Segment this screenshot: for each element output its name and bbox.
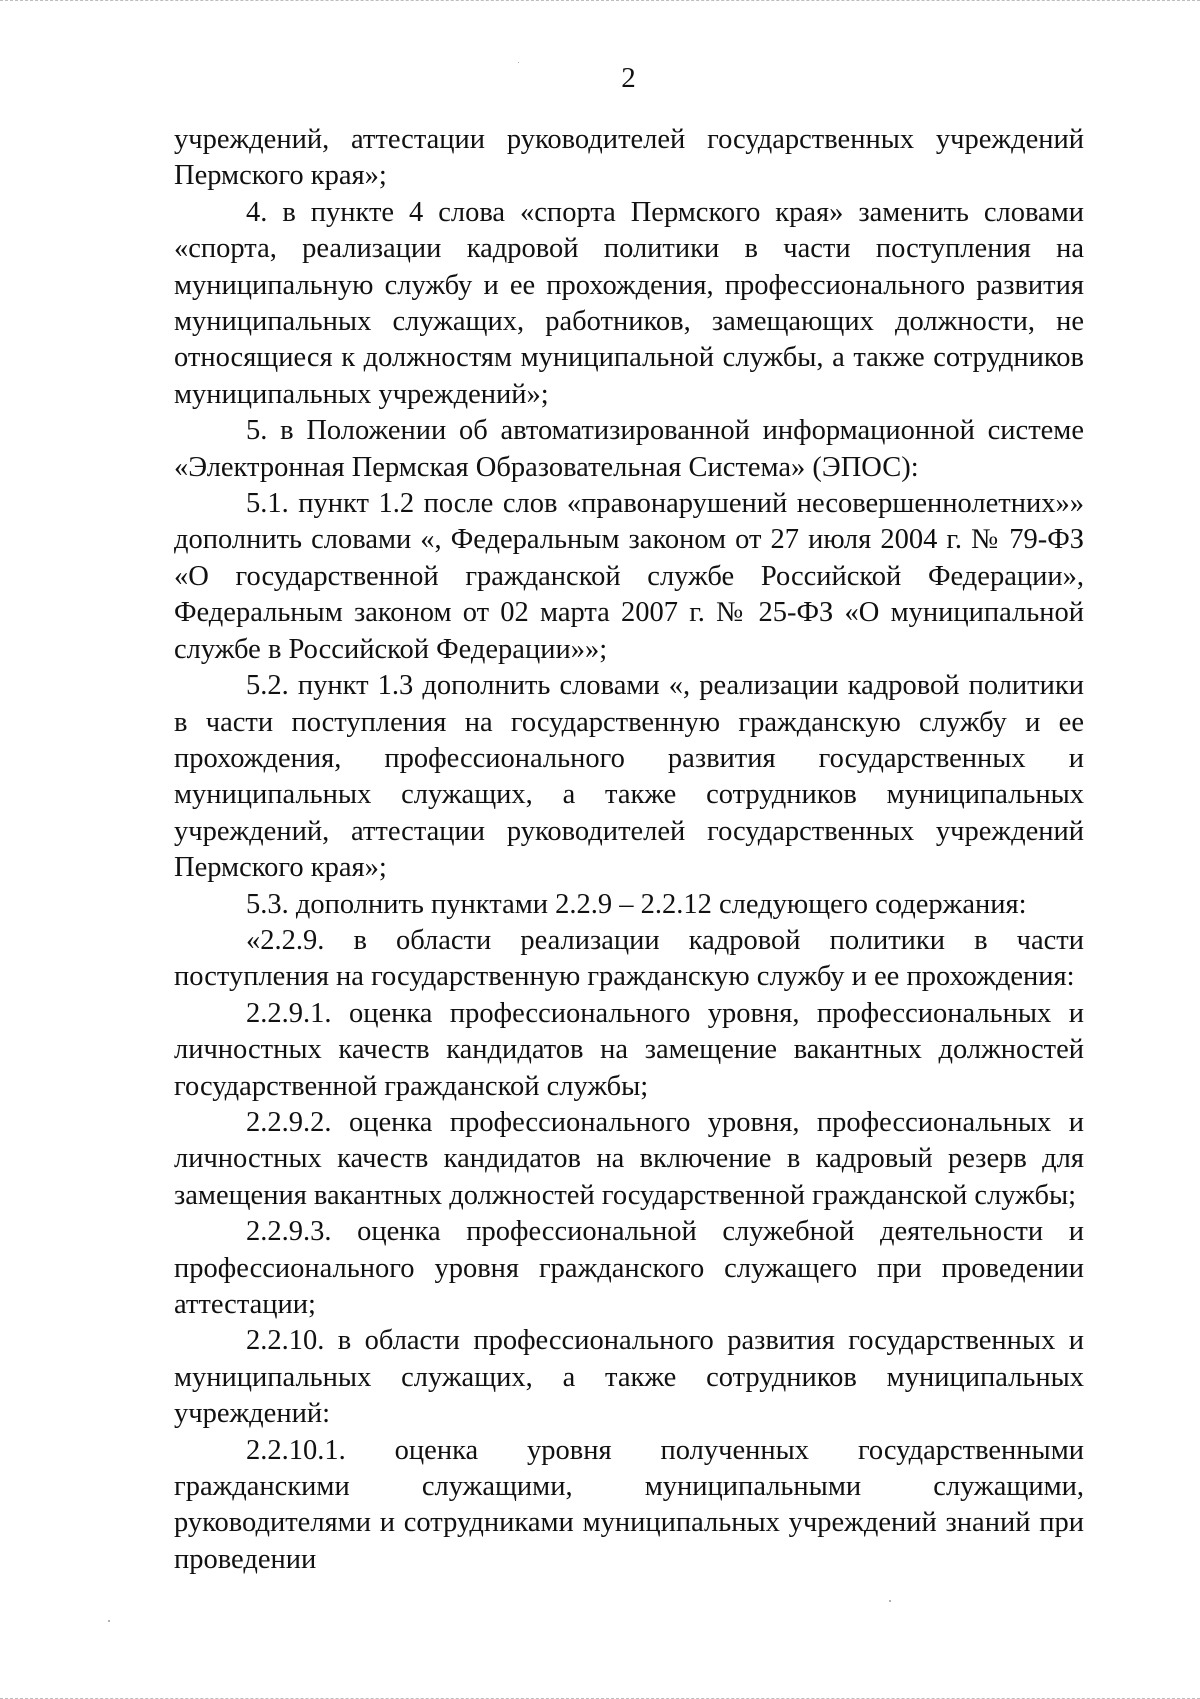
paragraph-continuation: учреждений, аттестации руководителей государственных учреждений Пермского края»; (174, 124, 1084, 192)
document-body (174, 122, 1084, 1578)
paragraph-item-2-2-10-1: 2.2.10.1. оценка уровня полученных государственными гражданскими служащими, муниципальными служащими, руководителями и сотрудниками муниципальных учреждений знаний при проведении (174, 1434, 1084, 1575)
page-number: 2 (621, 62, 636, 94)
scan-speck (889, 1600, 891, 1602)
paragraph-item-5-3: 5.3. дополнить пунктами 2.2.9 – 2.2.12 следующего содержания: (246, 888, 1027, 920)
paragraph-item-2-2-9: «2.2.9. в области реализации кадровой политики в части поступления на государственную гражданскую службу и ее прохождения: (174, 924, 1084, 993)
paragraph-item-5-2: 5.2. пункт 1.3 дополнить словами «, реализации кадровой политики в части поступления на государственную гражданскую службу и ее прохождения, профессионального развития государственных и муниципальных служащих, а также сотрудников муниципальных учреждений, аттестации руководителей государственных учреждений Пермского края»; (174, 670, 1084, 884)
paragraph-item-2-2-9-1: 2.2.9.1. оценка профессионального уровня, профессиональных и личностных качеств кандидатов на замещение вакантных должностей государственной гражданской службы; (174, 997, 1084, 1102)
paragraph-item-2-2-9-2: 2.2.9.2. оценка профессионального уровня, профессиональных и личностных качеств кандидатов на включение в кадровый резерв для замещения вакантных должностей государственной гражданской службы; (174, 1106, 1084, 1211)
scan-speck (518, 62, 519, 63)
paragraph-item-2-2-10: 2.2.10. в области профессионального развития государственных и муниципальных служащих, а также сотрудников муниципальных учреждений: (174, 1325, 1084, 1430)
paragraph-item-5-1: 5.1. пункт 1.2 после слов «правонарушений несовершеннолетних»» дополнить словами «, Федеральным законом от 27 июля 2004 г. № 79-ФЗ «О государственной гражданской службе Российской Федерации», Федеральным законом от 02 марта 2007 г. № 25-ФЗ «О муниципальной службе в Российской Федерации»»; (174, 488, 1084, 665)
paragraph-item-4: 4. в пункте 4 слова «спорта Пермского края» заменить словами «спорта, реализации кадровой политики в части поступления на муниципальную службу и ее прохождения, профессионального развития муниципальных служащих, работников, замещающих должности, не относящиеся к должностям муниципальной службы, а также сотрудников муниципальных учреждений»; (174, 196, 1084, 410)
scan-speck (108, 1620, 110, 1622)
paragraph-item-2-2-9-3: 2.2.9.3. оценка профессиональной служебной деятельности и профессионального уровня гражданского служащего при проведении аттестации; (174, 1216, 1084, 1320)
paragraph-item-5: 5. в Положении об автоматизированной информационной системе «Электронная Пермская Образовательная Система» (ЭПОС): (174, 415, 1084, 483)
